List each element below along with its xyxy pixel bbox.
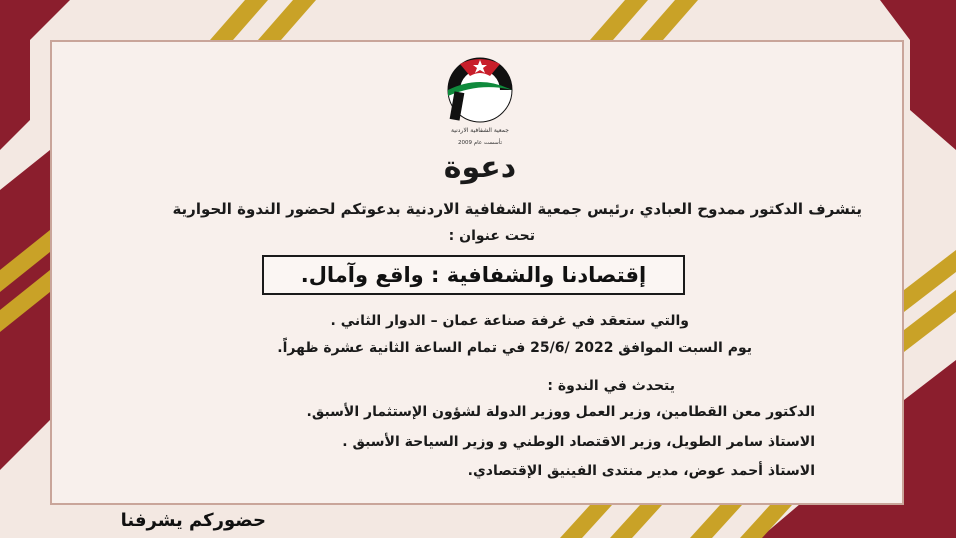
logo-founded: تأسست عام 2009 <box>458 140 502 146</box>
gold-stripe <box>640 0 698 40</box>
topic-text: إقتصادنا والشفافية : واقع وآمال. <box>300 263 647 287</box>
speaker-item: الاستاذ سامر الطويل، وزير الاقتصاد الوطني و وزير السياحة الأسبق . <box>342 434 815 450</box>
topic-box <box>262 255 685 295</box>
gold-stripe <box>590 0 648 40</box>
closing-text: حضوركم يشرفنا <box>120 510 266 531</box>
gold-stripe <box>258 0 316 40</box>
gold-stripe <box>560 505 612 538</box>
speaker-item: الدكتور معن القطامين، وزير العمل ووزير الدولة لشؤون الإستثمار الأسبق. <box>306 404 815 420</box>
gold-stripe <box>210 0 268 40</box>
speaker-item: الاستاذ أحمد عوض، مدير منتدى الفينيق الإقتصادي. <box>467 463 815 479</box>
gold-stripe <box>690 505 742 538</box>
invitation-title: دعوة <box>443 150 517 185</box>
jordan-transparency-society-logo <box>430 52 530 152</box>
speakers-heading: يتحدث في الندوة : <box>547 378 675 394</box>
under-title-label: تحت عنوان : <box>448 228 535 244</box>
venue-text: والتي ستعقد في غرفة صناعة عمان – الدوار الثاني . <box>330 313 689 329</box>
logo-org-name: جمعية الشفافية الاردنية <box>451 127 509 134</box>
gold-stripe <box>610 505 662 538</box>
intro-text: يتشرف الدكتور ممدوح العبادي ،رئيس جمعية الشفافية الاردنية بدعوتكم لحضور الندوة الحوارية <box>172 200 862 218</box>
datetime-text: يوم السبت الموافق 2022 /25/6 في تمام الساعة الثانية عشرة ظهراً. <box>277 340 752 356</box>
